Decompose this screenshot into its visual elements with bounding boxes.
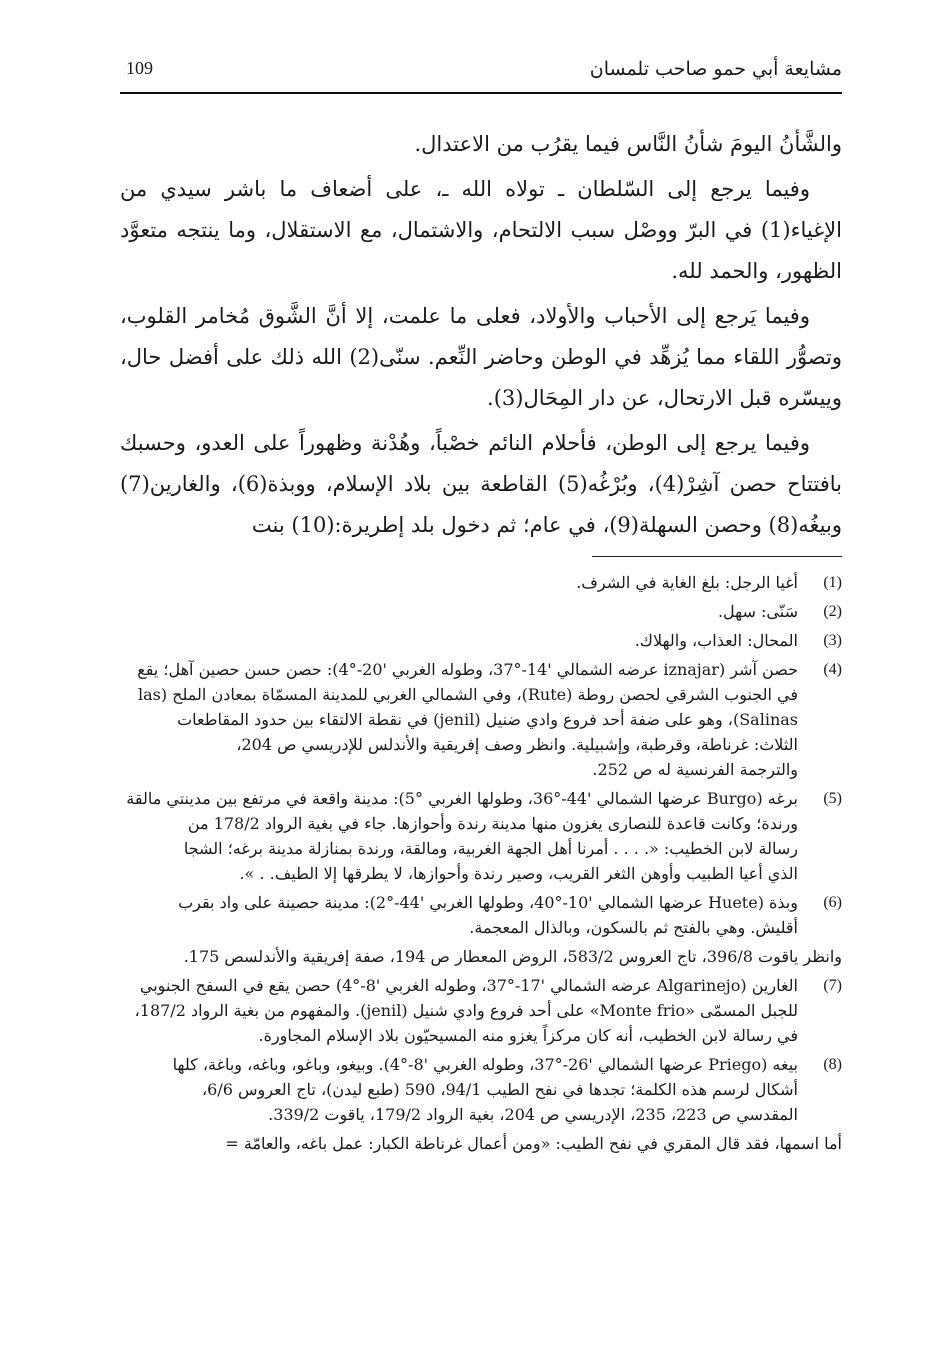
footnote-line: الغارين (Algarinejo عرضه الشمالي '17-°37، وطوله الغربي '8-°4) حصن يقع في السفح الجنوبي [139, 976, 798, 995]
footnote-number: (1) [823, 574, 842, 591]
paragraph: وفيما يَرجع إلى الأحباب والأولاد، فعلى ما علمت، إلا أنَّ الشَّوق مُخامر القلوب، وتصوُّر اللقاء مما يُزهِّد في الوطن وحاضر النِّعم. سنّى(2) الله ذلك على أفضل حال، وييسّره قبل الارتحال، عن دار المِحَال(3). [120, 304, 843, 410]
book-page [120, 40, 842, 1340]
footnote-line: وبذة (Huete عرضها الشمالي '10-°40، وطولها الغربي '44-°2): مدينة حصينة على واد بقرب [178, 893, 798, 912]
footnote-line: ص 175. [183, 947, 245, 966]
footnote-line: برغه (Burgo عرضها الشمالي '44-°36، وطولها الغربي °5): مدينة واقعة في مرتفع بين مدينتي مالقة [126, 789, 798, 808]
footnote-line: ورندة؛ وكانت قاعدة للنصارى يغزون منها مدينة رندة وأحوازها. جاء في بغية الرواد 178/2 من [187, 814, 798, 833]
footnote-line: الذي أعيا الطبيب وأوهن الثغر القريب، وصير رندة وأحوازها، لا يطرقها إلا الطيف. . ». [239, 864, 798, 883]
footnote-line: أقليش. وهي بالفتح ثم بالسكون، وبالذال المعجمة. [469, 918, 798, 937]
footnote-number: (6) [823, 894, 842, 911]
footnote-line: والترجمة الفرنسية له ص 252. [592, 760, 798, 779]
footnote-line: الثلاث: غرناطة، وقرطبة، وإشبيلية. وانظر وصف إفريقية والأندلس للإدريسي ص 204، [236, 735, 798, 754]
footnote-line: للجبل المسمّى «Monte frio» على أحد فروع وادي شنيل (jenil). والمفهوم من بغية الرواد 187/2، [134, 1001, 798, 1020]
footnote-line: Salinas)، وهو على ضفة أحد فروع وادي ضنيل (jenil) في نقطة الالتقاء بين حدود المقاطعات [177, 710, 798, 729]
paragraph: وفيما يرجع إلى السّلطان ـ تولاه الله ـ، على أضعاف ما باشر سيدي من الإغياء(1) في البرّ ووصْل سبب الالتحام، والاشتمال، مع الاستقلال، وما ينتجه متعوَّد الظهور، والحمد لله. [120, 177, 842, 283]
footnote-number: (7) [823, 977, 842, 994]
page-number: 109 [126, 58, 153, 78]
main-text [120, 124, 842, 550]
paragraph: والشَّأنُ اليومَ شأنُ النَّاس فيما يقرُب من الاعتدال. [414, 132, 842, 156]
footnote-line: أما اسمها، فقد قال المقري في نفح الطيب: «ومن أعمال غرناطة الكبار: عمل باغه، والعامّة = [225, 1134, 842, 1153]
footnote [120, 570, 842, 595]
footnote-continuation [120, 944, 842, 969]
footnote-line: المحال: العذاب، والهلاك. [634, 631, 798, 650]
footnote [120, 1052, 842, 1127]
page-header [120, 50, 842, 90]
footnote-line: في الجنوب الشرقي لحصن روطة (Rute)، وفي الشمالي الغربي للمدينة المسمّاة بمعادن الملح (las [137, 685, 798, 704]
footnote-number: (4) [823, 661, 842, 678]
footnote-line: وانظر ياقوت 396/8، تاج العروس 583/2، الروض المعطار ص 194، صفة إفريقية والأندلس [244, 947, 842, 966]
footnote-line: حصن آشر (iznajar عرضه الشمالي '14-°37، وطوله الغربي '20-°4): حصن حسن حصين آهل؛ يقع [137, 660, 798, 679]
footnote-separator [592, 556, 842, 557]
footnote-line: أشكال لرسم هذه الكلمة؛ تجدها في نفح الطيب 94/1، 590 (طبع ليدن)، تاج العروس 6/6، [201, 1080, 798, 1099]
footnote-line: بيغه (Priego عرضها الشمالي '26-°37، وطوله الغربي '8-°4). وبيغو، وباغو، وباغه، وباغة، كلها [172, 1055, 798, 1074]
footnote-line: في رسالة لابن الخطيب، أنه كان مركزاً يغزو منه المسيحيّون بلاد الإسلام المجاورة. [258, 1026, 798, 1045]
footnote [120, 973, 842, 1048]
footnote-line: المقدسي ص 223، 235، الإدريسي ص 204، بغية الرواد 179/2، ياقوت 339/2. [268, 1105, 798, 1124]
footnote-line: رسالة لابن الخطيب: «. . . . أمرنا أهل الجهة الغربية، ومالقة، ورندة بمنازلة مدينة برغه؛ الشجا [183, 839, 798, 858]
footnote-line: سَنّى: سهل. [717, 602, 798, 621]
footnote [120, 786, 842, 886]
running-title: مشايعة أبي حمو صاحب تلمسان [589, 58, 842, 80]
footnote [120, 628, 842, 653]
footnote-number: (3) [823, 632, 842, 649]
footnotes [120, 570, 842, 1160]
footnote-number: (8) [823, 1056, 842, 1073]
header-rule [120, 92, 842, 94]
footnote [120, 599, 842, 624]
footnote [120, 657, 842, 782]
footnote-number: (5) [823, 790, 842, 807]
footnote-continuation [120, 1131, 842, 1156]
footnote-line: أغيا الرجل: بلغ الغاية في الشرف. [576, 573, 798, 592]
paragraph: وفيما يرجع إلى الوطن، فأحلام النائم خصْباً، وهُدْنة وظهوراً على العدو، وحسبك بافتتاح حصن آشِرْ(4)، وبُرْغُه(5) القاطعة بين بلاد الإسلام، ووبذة(6)، والغارين(7) وبيغُه(8) وحصن السهلة(9)، في عام؛ ثم دخول بلد إطريرة:(10) بنت [120, 431, 842, 537]
footnote [120, 890, 842, 940]
footnote-number: (2) [823, 603, 842, 620]
